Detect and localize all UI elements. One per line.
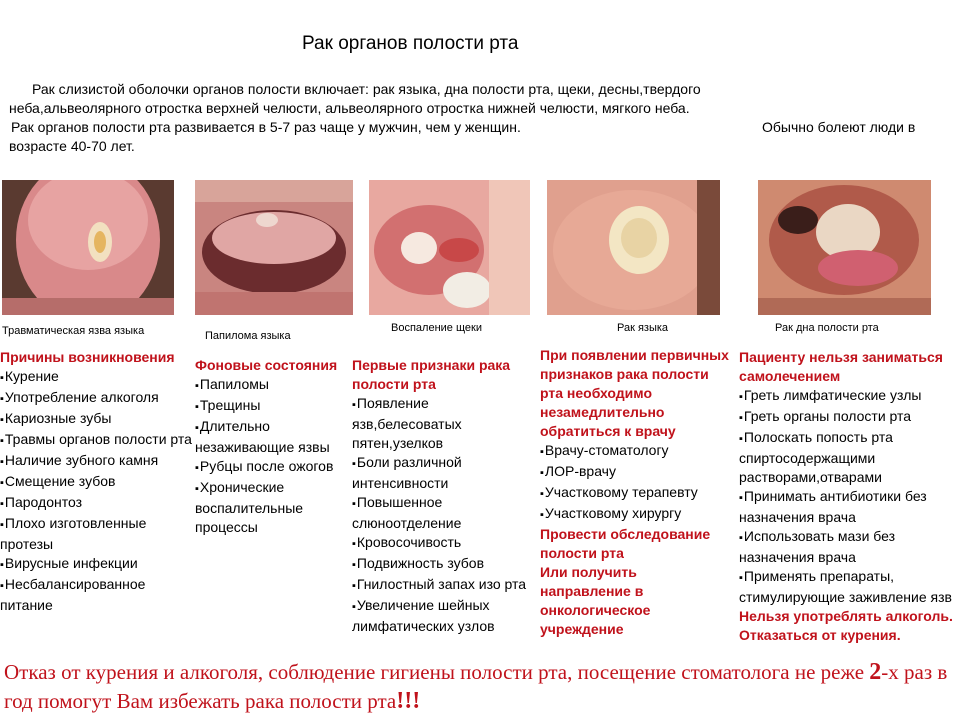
background-conditions-column bbox=[195, 356, 343, 537]
see-doctor-heading: При появлении первичных признаков рака полости рта необходимо незамедлительно обратиться к врачу bbox=[540, 347, 729, 439]
list-item: ▪ Появление язв,белесоватых пятен,узелков bbox=[352, 394, 537, 453]
footer-part-d: 2 bbox=[869, 659, 882, 685]
list-item: ▪ Хронические воспалительные процессы bbox=[195, 478, 343, 537]
causes-column bbox=[0, 348, 192, 615]
list-item: ▪ Боли различной интенсивности bbox=[352, 453, 537, 493]
footer-part-a: Отказ от курения и алкоголя bbox=[4, 660, 258, 684]
footer-part-b: , соблюдение гигиены полости рта bbox=[257, 660, 568, 684]
no-self-treatment-heading: Пациенту нельзя заниматься самолечением bbox=[739, 349, 943, 384]
photo-cheek-inflammation bbox=[369, 180, 530, 315]
list-item: ▪ Греть лимфатические узлы bbox=[739, 386, 959, 407]
list-item: ▪ Рубцы после ожогов bbox=[195, 457, 343, 478]
list-item: ▪ Принимать антибиотики без назначения врача bbox=[739, 487, 959, 527]
causes-heading: Причины возникновения bbox=[0, 349, 175, 365]
footer-part-f: !!! bbox=[396, 688, 421, 714]
photo-traumatic-ulcer bbox=[2, 180, 174, 315]
caption-traumatic-ulcer: Травматическая язва языка bbox=[2, 325, 145, 337]
no-alcohol-note: Нельзя употреблять алкоголь. bbox=[739, 608, 953, 624]
list-item: ▪ Несбалансированное питание bbox=[0, 575, 192, 615]
intro-line-1: Рак слизистой оболочки органов полости включает: рак языка, дна полости рта, щеки, десны,твердого bbox=[32, 81, 701, 97]
footer-part-e: -х раз в год помогут Вам избежать рака полости рта bbox=[4, 660, 948, 713]
list-item: ▪ Наличие зубного камня bbox=[0, 451, 192, 472]
list-item: ▪ Употребление алкоголя bbox=[0, 388, 192, 409]
no-self-treatment-column bbox=[739, 348, 959, 645]
list-item: ▪ Длительно незаживающие язвы bbox=[195, 417, 343, 457]
intro-line-3a: Рак органов полости рта развивается в 5-7 раз чаще у мужчин, чем у женщин. bbox=[11, 119, 521, 135]
referral-note: Или получить направление в онкологическое учреждение bbox=[540, 564, 651, 637]
list-item: ▪ Папиломы bbox=[195, 375, 343, 396]
intro-line-3b: Обычно болеют люди в bbox=[762, 119, 916, 135]
list-item: ▪ Подвижность зубов bbox=[352, 554, 537, 575]
no-smoking-note: Отказаться от курения. bbox=[739, 627, 901, 643]
caption-tongue-cancer: Рак языка bbox=[617, 322, 669, 334]
caption-cheek-inflammation: Воспаление щеки bbox=[391, 322, 482, 334]
list-item: ▪ Применять препараты, стимулирующие заживление язв bbox=[739, 567, 959, 607]
see-doctor-column bbox=[540, 346, 730, 639]
caption-papilloma: Папилома языка bbox=[205, 330, 291, 342]
intro-line-2: неба,альвеолярного отростка верхней челюсти, альвеолярного отростка нижней челюсти, мягкого неба. bbox=[9, 100, 690, 116]
first-signs-heading: Первые признаки рака полости рта bbox=[352, 357, 511, 392]
footer-part-c: , посещение стоматолога не реже bbox=[567, 660, 870, 684]
list-item: ▪ Вирусные инфекции bbox=[0, 554, 192, 575]
background-conditions-heading: Фоновые состояния bbox=[195, 357, 338, 373]
list-item: ▪ Повышенное слюноотделение bbox=[352, 493, 537, 533]
photo-papilloma bbox=[195, 180, 353, 315]
list-item: ▪ Смещение зубов bbox=[0, 472, 192, 493]
photo-tongue-cancer bbox=[547, 180, 720, 315]
list-item: ▪ Врачу-стоматологу bbox=[540, 441, 730, 462]
list-item: ▪ Травмы органов полости рта bbox=[0, 430, 192, 451]
examination-note: Провести обследование полости рта bbox=[540, 526, 711, 561]
list-item: ▪ Участковому терапевту bbox=[540, 483, 730, 504]
list-item: ▪ Кровосочивость bbox=[352, 533, 537, 554]
list-item: ▪ Полоскать попость рта спиртосодержащими растворами,отварами bbox=[739, 428, 959, 487]
first-signs-column bbox=[352, 356, 537, 636]
list-item: ▪ Пародонтоз bbox=[0, 493, 192, 514]
list-item: ▪ Участковому хирургу bbox=[540, 504, 730, 525]
list-item: ▪ ЛОР-врачу bbox=[540, 462, 730, 483]
list-item: ▪ Кариозные зубы bbox=[0, 409, 192, 430]
list-item: ▪ Греть органы полости рта bbox=[739, 407, 959, 428]
footer-advice bbox=[4, 658, 956, 716]
list-item: ▪ Увеличение шейных лимфатических узлов bbox=[352, 596, 537, 636]
list-item: ▪ Плохо изготовленные протезы bbox=[0, 514, 192, 554]
list-item: ▪ Трещины bbox=[195, 396, 343, 417]
caption-mouth-floor-cancer: Рак дна полости рта bbox=[775, 322, 879, 334]
photo-mouth-floor-cancer bbox=[758, 180, 931, 315]
list-item: ▪ Использовать мази без назначения врача bbox=[739, 527, 959, 567]
list-item: ▪ Гнилостный запах изо рта bbox=[352, 575, 537, 596]
list-item: ▪ Курение bbox=[0, 367, 192, 388]
intro-line-4: возрасте 40-70 лет. bbox=[9, 138, 135, 154]
page-title: Рак органов полости рта bbox=[302, 33, 519, 54]
